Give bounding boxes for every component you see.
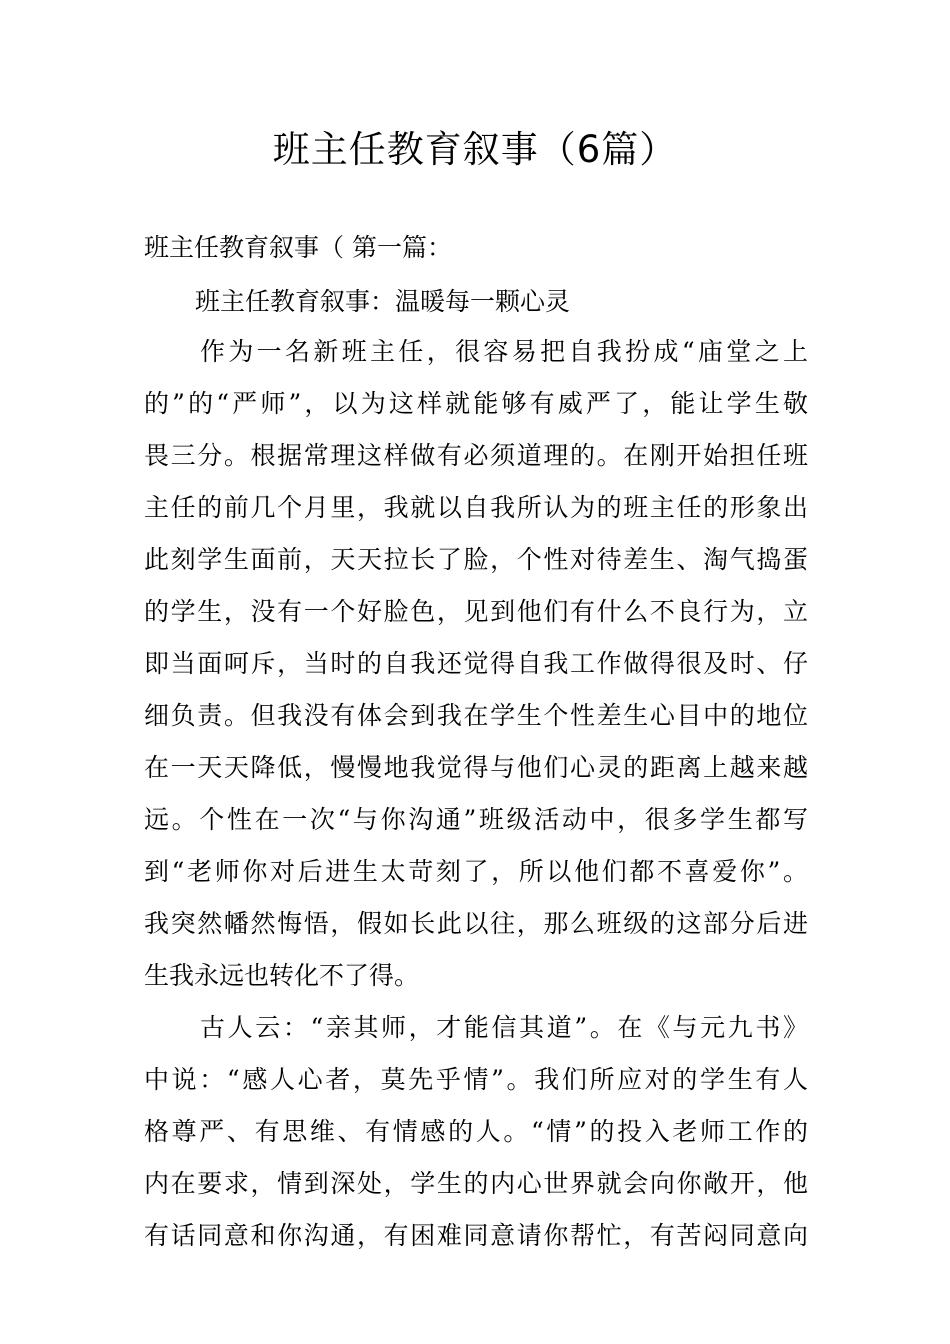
- text-line: 此刻学生面前，天天拉长了脸，个性对待差生、淘气捣蛋: [144, 545, 808, 574]
- text-line: 中说：“感人心者，莫先乎情”。我们所应对的学生有人: [144, 1065, 808, 1094]
- text-line: 畏三分。根据常理这样做有必须道理的。在刚开始担任班: [144, 441, 808, 470]
- text-line: 即当面呵斥，当时的自我还觉得自我工作做得很及时、仔: [144, 649, 808, 678]
- text-line: 在一天天降低，慢慢地我觉得与他们心灵的距离上越来越: [144, 753, 808, 782]
- text-line: 内在要求，情到深处，学生的内心世界就会向你敞开，他: [144, 1169, 808, 1198]
- text-line: 细负责。但我没有体会到我在学生个性差生心目中的地位: [144, 701, 808, 730]
- text-line: 的学生，没有一个好脸色，见到他们有什么不良行为，立: [144, 597, 808, 626]
- text-line: 主任的前几个月里，我就以自我所认为的班主任的形象出: [144, 493, 808, 522]
- text-line: 作为一名新班主任，很容易把自我扮成“庙堂之上: [200, 337, 808, 366]
- article-subtitle: 班主任教育叙事：温暖每一颗心灵: [195, 287, 571, 316]
- text-line: 生我永远也转化不了得。: [144, 961, 420, 990]
- text-line: 格尊严、有思维、有情感的人。“情”的投入老师工作的: [144, 1117, 808, 1146]
- text-line: 远。个性在一次“与你沟通”班级活动中，很多学生都写: [144, 805, 808, 834]
- text-line: 有话同意和你沟通，有困难同意请你帮忙，有苦闷同意向: [144, 1221, 808, 1250]
- page-title: 班主任教育叙事（6篇）: [272, 128, 678, 171]
- text-line: 古人云：“亲其师，才能信其道”。在《与元九书》: [200, 1013, 808, 1042]
- section-heading: 班主任教育叙事（ 第一篇：: [144, 233, 452, 262]
- text-line: 到“老师你对后进生太苛刻了，所以他们都不喜爱你”。: [144, 857, 808, 886]
- text-line: 的”的“严师”，以为这样就能够有威严了，能让学生敬: [144, 389, 808, 418]
- text-line: 我突然幡然悔悟，假如长此以往，那么班级的这部分后进: [144, 909, 808, 938]
